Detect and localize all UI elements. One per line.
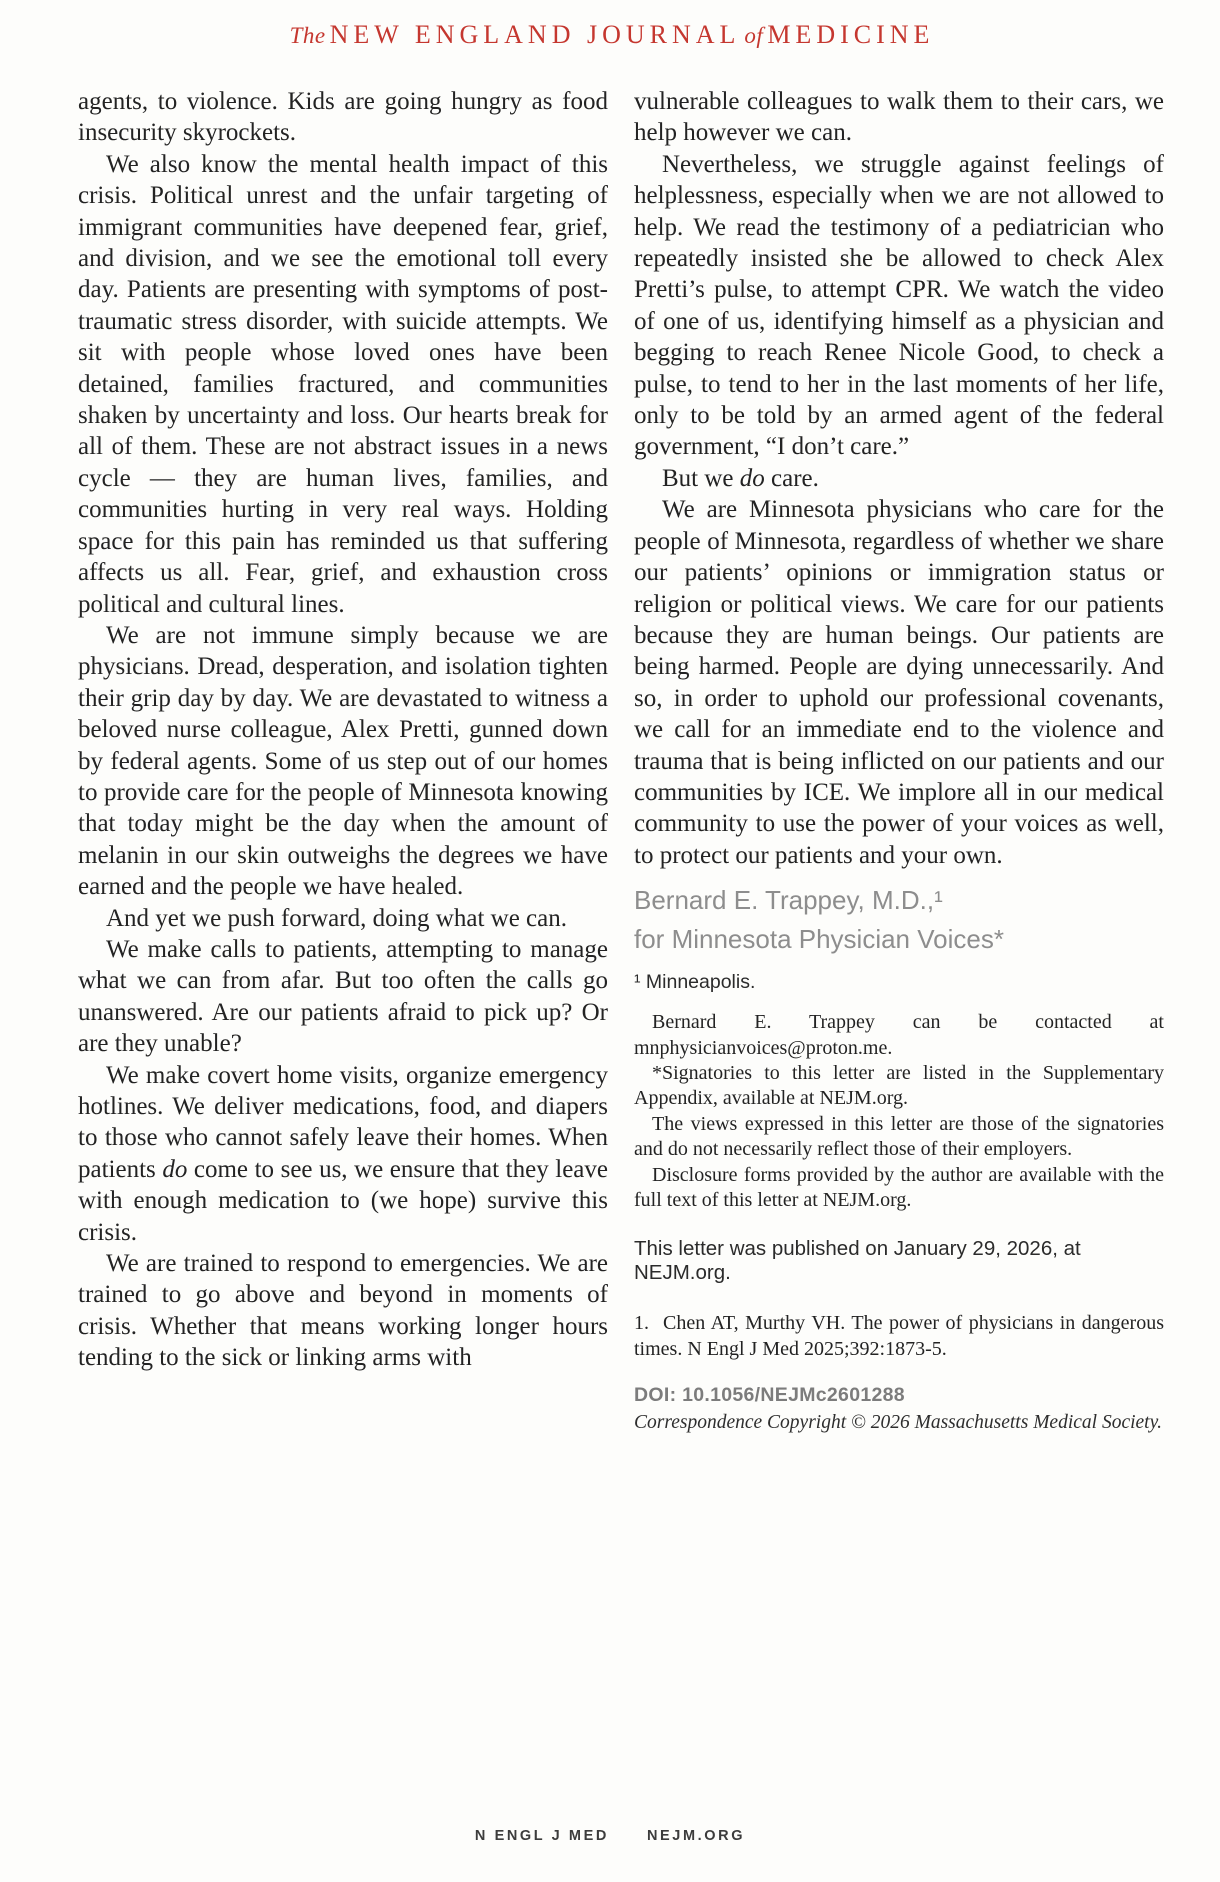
published-line: This letter was published on January 29, 2026, at NEJM.org. xyxy=(634,1237,1081,1285)
text-run: Nevertheless, we struggle against feelings of helplessness, especially when we are not allowed to help. We read the testimony of a pediatrician who repeatedly insisted she be allowed to check Alex Pretti’s pulse, to attempt CPR. We watch the video of one of us, identifying himself as a physician and begging to reach Renee Nicole Good, to check a pulse, to tend to her in the last moments of her life, only to be told by an armed agent of the federal government, “I don’t care.” xyxy=(634,150,1164,461)
paragraph xyxy=(634,86,1164,149)
signatories-note: *Signatories to this letter are listed in the Supplementary Appendix, available at NEJM.org. xyxy=(634,1061,1164,1110)
article-body xyxy=(78,86,1164,1454)
text-run: agents, to violence. Kids are going hungry as food insecurity skyrockets. xyxy=(78,88,608,147)
copyright-line: Correspondence Copyright © 2026 Massachusetts Medical Society. xyxy=(634,1412,1163,1434)
footer-site: NEJM.ORG xyxy=(646,1828,746,1844)
paragraph xyxy=(78,1060,608,1248)
text-run: But we xyxy=(662,464,740,492)
author-organization: for Minnesota Physician Voices* xyxy=(634,924,1004,955)
text-run: We are trained to respond to emergencies. We are trained to go above and beyond in moments of crisis. Whether that means working longer hours tending to the sick or linking arms with xyxy=(78,1250,608,1372)
right-column xyxy=(634,86,1164,1454)
masthead-title-part1: NEW ENGLAND JOURNAL xyxy=(329,20,741,49)
reference-1 xyxy=(634,1311,1164,1362)
paragraph xyxy=(634,494,1164,871)
masthead-the: The xyxy=(289,23,326,48)
paragraph xyxy=(78,149,608,620)
doi-line: DOI: 10.1056/NEJMc2601288 xyxy=(634,1384,905,1407)
contact-note: Bernard E. Trappey can be contacted at mnphysicianvoices@proton.me. xyxy=(634,1011,1164,1059)
text-run: care. xyxy=(764,464,819,492)
text-run: We make covert home visits, organize emergency hotlines. We deliver medications, food, and diapers to those who cannot safely leave their homes. When patients xyxy=(78,1061,608,1183)
journal-masthead xyxy=(0,20,1220,50)
reference-text: Chen AT, Murthy VH. The power of physicians in dangerous times. N Engl J Med 2025;392:1873-5. xyxy=(634,1312,1164,1360)
paragraph xyxy=(634,149,1164,463)
disclosure-note: Disclosure forms provided by the author are available with the full text of this letter at NEJM.org. xyxy=(634,1163,1164,1211)
text-run: come to see us, we ensure that they leave with enough medication to (we hope) survive this crisis. xyxy=(78,1155,608,1246)
footer-journal-abbrev: N ENGL J MED xyxy=(474,1828,609,1844)
page-footer xyxy=(0,1828,1220,1844)
emphasized-text: do xyxy=(739,464,765,492)
emphasized-text: do xyxy=(162,1155,188,1183)
masthead-title-part2: MEDICINE xyxy=(767,20,935,49)
left-column xyxy=(78,86,608,1454)
paragraph xyxy=(78,86,608,149)
right-column-paragraphs xyxy=(634,86,1164,871)
signature-block xyxy=(634,881,1164,959)
reference-number: 1. xyxy=(634,1312,649,1335)
correspondence-notes xyxy=(634,1010,1164,1213)
text-run: vulnerable colleagues to walk them to their cars, we help however we can. xyxy=(634,88,1164,147)
paragraph xyxy=(78,903,608,934)
affiliation-line: ¹ Minneapolis. xyxy=(634,971,756,994)
text-run: And yet we push forward, doing what we can. xyxy=(106,904,567,932)
paragraph xyxy=(78,620,608,903)
paragraph xyxy=(78,934,608,1060)
masthead-of: of xyxy=(744,23,764,48)
text-run: We are not immune simply because we are physicians. Dread, desperation, and isolation tighten their grip day by day. We are devastated to witness a beloved nurse colleague, Alex Pretti, gunned down by federal agents. Some of us step out of our homes to provide care for the people of Minnesota knowing that today might be the day when the amount of melanin in our skin outweighs the degrees we have earned and the people we have healed. xyxy=(78,621,608,901)
paragraph xyxy=(78,1248,608,1374)
text-run: We make calls to patients, attempting to manage what we can from afar. But too often the calls go unanswered. Are our patients afraid to pick up? Or are they unable? xyxy=(78,935,608,1058)
text-run: We also know the mental health impact of this crisis. Political unrest and the unfair targeting of immigrant communities have deepened fear, grief, and division, and we see the emotional toll every day. Patients are presenting with symptoms of post-traumatic stress disorder, with suicide attempts. We sit with people whose loved ones have been detained, families fractured, and communities shaken by uncertainty and loss. Our hearts break for all of them. These are not abstract issues in a news cycle — they are human lives, families, and communities hurting in very real ways. Holding space for this pain has reminded us that suffering affects us all. Fear, grief, and exhaustion cross political and cultural lines. xyxy=(78,150,608,618)
paragraph xyxy=(634,463,1164,494)
text-run: We are Minnesota physicians who care for the people of Minnesota, regardless of whether we share our patients’ opinions or immigration status or religion or political views. We care for our patients because they are human beings. Our patients are being harmed. People are dying unnecessarily. And so, in order to uphold our professional covenants, we call for an immediate end to the violence and trauma that is being inflicted on our patients and our communities by ICE. We implore all in our medical community to use the power of your voices as well, to protect our patients and your own. xyxy=(634,496,1164,869)
views-note: The views expressed in this letter are those of the signatories and do not necessarily reflect those of their employers. xyxy=(634,1112,1164,1161)
author-name: Bernard E. Trappey, M.D.,¹ xyxy=(634,885,943,916)
